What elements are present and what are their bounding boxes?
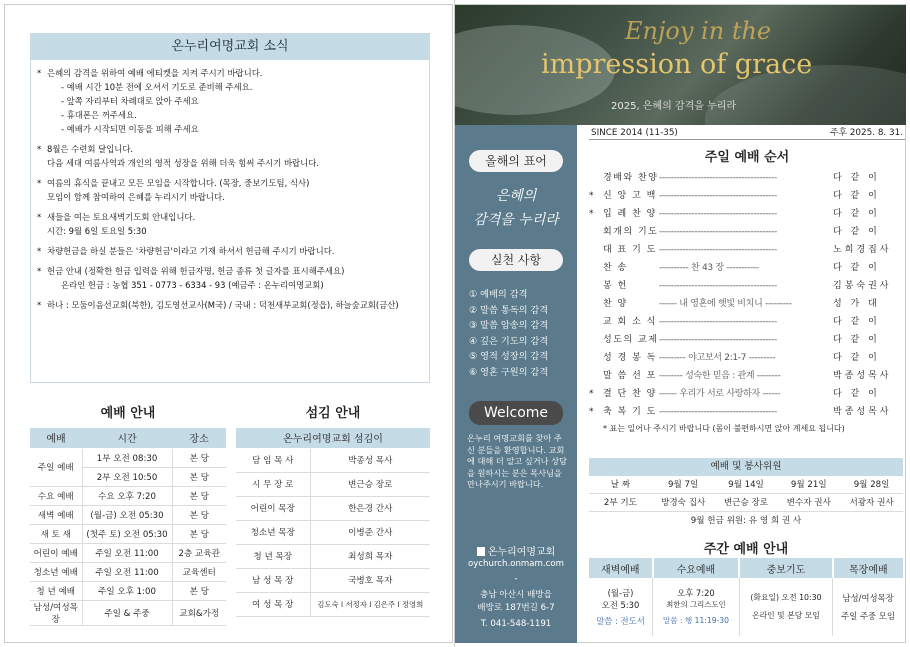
table-header-row xyxy=(236,428,430,448)
order-who: 다 같 이 xyxy=(833,191,880,201)
table-header: 장소 xyxy=(172,428,226,448)
bullet-star: * xyxy=(37,212,42,222)
bullet-star: * xyxy=(37,178,42,188)
offering-note: 9월 헌금 위원: 유 영 희 권 사 xyxy=(690,516,802,526)
practice-label: 실천 사항 xyxy=(469,249,563,271)
table-cell: 주일 오전 11:00 xyxy=(82,543,172,562)
news-sub: 모임이 함께 참여하여 은혜를 누리시기 바랍니다. xyxy=(47,192,225,202)
order-row xyxy=(589,223,905,241)
news-item: * 8월은 수련회 달입니다. 다음 세대 여름사역과 개인의 영적 성장을 위해 더욱 힘써 주시기 바랍니다. xyxy=(37,142,423,170)
order-row xyxy=(589,385,905,403)
news-sub: 시간: 9월 6일 토요일 5:30 xyxy=(47,226,147,236)
order-row xyxy=(589,331,905,349)
table-cell: 청소년 목장 xyxy=(236,520,310,544)
order-mid: ------ 내 영혼에 햇빛 비치니 --------- xyxy=(659,299,792,309)
table-cell: 주일 예배 xyxy=(30,448,82,486)
table-cell: 이병준 간사 xyxy=(310,520,430,544)
banner-subtitle: 2025, 은혜의 감격을 누리라 xyxy=(611,101,737,112)
bullet-star: * xyxy=(37,300,42,310)
bullet-star: * xyxy=(37,144,42,154)
table-cell: 최성희 목자 xyxy=(310,544,430,568)
order-who: 다 같 이 xyxy=(833,335,880,345)
order-who: 다 같 이 xyxy=(833,353,880,363)
order-star: * xyxy=(589,209,594,219)
table-row xyxy=(30,581,226,600)
address-line2: 배방로 187번길 6-7 xyxy=(477,603,555,613)
table-cell: 9월 7일 xyxy=(668,480,699,490)
table-cell: 새벽 예배 xyxy=(30,505,82,524)
table-row xyxy=(30,486,226,505)
order-star: * xyxy=(589,407,594,417)
order-item: 봉 헌 xyxy=(603,281,628,291)
table-cell: 한은경 간사 xyxy=(310,496,430,520)
table-row xyxy=(30,524,226,543)
header-banner xyxy=(455,5,906,125)
table-header-row xyxy=(589,558,903,578)
table-cell: 본 당 xyxy=(172,505,226,524)
table-cell: 9월 14일 xyxy=(728,480,764,490)
practice-item: ⑥ 영혼 구원의 감격 xyxy=(469,366,549,378)
table-cell: 청소년 예배 xyxy=(30,562,82,581)
table-cell: (화요일) 오전 10:30 온라인 및 본당 모임 xyxy=(739,578,832,636)
order-mid: --------- 야고보서 2:1-7 --------- xyxy=(659,353,776,363)
order-item: 대 표 기 도 xyxy=(603,245,657,255)
table-row xyxy=(236,472,430,496)
table-row xyxy=(236,520,430,544)
table-cell: (첫주 토) 오전 05:30 xyxy=(82,524,172,543)
table-row xyxy=(236,568,430,592)
news-sub: - 앞쪽 자리부터 차례대로 앉아 주세요 xyxy=(61,96,199,106)
order-who: 박종성목사 xyxy=(833,407,892,417)
table-cell: 변근승 장로 xyxy=(310,472,430,496)
table-cell: 변수자 권사 xyxy=(786,498,831,508)
order-who: 김봉숙권사 xyxy=(833,281,892,291)
practice-item: ① 예배의 감격 xyxy=(469,289,528,300)
divider-dash: - xyxy=(514,574,518,584)
order-row xyxy=(589,241,905,259)
service-guide-title: 예배 안내 xyxy=(100,406,156,421)
news-sub: 다음 세대 여름사역과 개인의 영적 성장을 위해 더욱 힘써 주시기 바랍니다. xyxy=(47,158,319,168)
table-cell: 어린이 목장 xyxy=(236,496,310,520)
news-title: 온누리여명교회 소식 xyxy=(31,34,429,60)
news-item: * 새들을 여는 토요새벽기도회 안내입니다. 시간: 9월 6일 토요일 5:30 xyxy=(37,210,423,238)
table-row xyxy=(30,505,226,524)
table-cell: 주일 오전 11:00 xyxy=(82,562,172,581)
table-cell: 방경숙 집사 xyxy=(661,498,706,508)
standing-note: * 표는 일어나 주시기 바랍니다 (몸이 불편하시면 앉아 계세요 됩니다) xyxy=(603,424,845,433)
order-mid: ---------------------------------------- xyxy=(659,173,777,183)
website: oychurch.onmam.com xyxy=(467,559,564,569)
order-row xyxy=(589,367,905,385)
address-line1: 충남 아산시 배방읍 xyxy=(480,590,552,600)
sidebar xyxy=(455,125,577,643)
news-item: * 헌금 안내 (정확한 헌금 입력을 위해 헌금자명, 헌금 종류 첫 글자를 표시해주세요) 온라인 헌금 : 농협 351 - 0773 - 6334 - 93 (예금주 : 온누리여명교회) xyxy=(37,264,423,292)
table-row xyxy=(236,448,430,472)
order-who: 성 가 대 xyxy=(833,299,880,309)
table-cell: 오후 7:20 최한의 그리스도인 말씀 : 행 11:19-30 xyxy=(653,578,740,636)
order-mid: ---------------------------------------- xyxy=(659,209,777,219)
table-header: 시간 xyxy=(82,428,172,448)
staff-title: 섬김 안내 xyxy=(305,406,361,421)
table-header: 목장예배 xyxy=(833,558,903,578)
table-row xyxy=(236,592,430,616)
motto-line2: 감격을 누리라 xyxy=(473,212,559,228)
table-header: 중보기도 xyxy=(739,558,832,578)
order-row xyxy=(589,169,905,187)
order-row xyxy=(589,277,905,295)
order-mid: ---------------------------------------- xyxy=(659,407,777,417)
order-mid: ---------------------------------------- xyxy=(659,245,777,255)
order-who: 다 같 이 xyxy=(833,173,880,183)
table-row xyxy=(30,448,226,467)
table-cell: 남성/여성목장 xyxy=(30,600,82,625)
practice-item: ③ 말씀 암송의 감격 xyxy=(469,320,549,331)
order-who: 다 같 이 xyxy=(833,263,880,273)
table-cell: 교육센터 xyxy=(172,562,226,581)
table-cell: 날 짜 xyxy=(610,480,631,490)
volunteers-row xyxy=(589,494,903,512)
order-item: 신 앙 고 백 xyxy=(603,191,657,201)
order-mid: ---------------------------------------- xyxy=(659,335,777,345)
table-row xyxy=(589,578,903,636)
table-cell: 교회&가정 xyxy=(172,600,226,625)
table-header: 수요예배 xyxy=(653,558,740,578)
table-cell: 9월 21일 xyxy=(790,480,827,490)
table-row xyxy=(30,543,226,562)
table-cell: 9월 28일 xyxy=(853,480,890,490)
order-list xyxy=(589,169,905,421)
table-row xyxy=(236,496,430,520)
table-cell: 여 성 목 장 xyxy=(236,592,310,616)
volunteers-title: 예배 및 봉사위원 xyxy=(589,458,903,476)
order-item: 입 례 찬 양 xyxy=(603,209,657,219)
order-who: 노희경집사 xyxy=(833,245,892,255)
table-cell: 본 당 xyxy=(172,486,226,505)
table-cell: 새 토 새 xyxy=(30,524,82,543)
issue-line xyxy=(589,126,905,140)
news-item: * 은혜의 감격을 위하여 예배 에티켓을 지켜 주시기 바랍니다. - 예배 시간 10분 전에 오셔서 기도로 준비해 주세요. - 앞쪽 자리부터 차례대로 앉아 주세요 - 휴대폰은 꺼주세요. - 예배가 시작되면 이동을 피해 주세요 xyxy=(37,66,423,136)
volunteers xyxy=(589,458,903,530)
order-star: * xyxy=(589,389,594,399)
table-cell: 주일 오후 1:00 xyxy=(82,581,172,600)
table-cell: 본 당 xyxy=(172,467,226,486)
practice-item: ② 말씀 통독의 감격 xyxy=(469,304,549,316)
motto-line1: 은혜의 xyxy=(495,188,537,204)
motto-label: 올해의 표어 xyxy=(469,150,563,172)
welcome-text: 온누리 여명교회를 찾아 주신 분들을 환영합니다. 교회에 대해 더 알고 싶거나 상담을 원하시는 분은 목사님을 만나주시기 바랍니다. xyxy=(467,433,568,489)
table-cell: 청 년 예배 xyxy=(30,581,82,600)
order-item: 찬 송 xyxy=(603,263,628,273)
order-who: 다 같 이 xyxy=(833,317,880,327)
table-cell: 청 년 목장 xyxy=(236,544,310,568)
practice-item: ④ 깊은 기도의 감격 xyxy=(469,335,549,347)
order-item: 찬 양 xyxy=(603,299,628,309)
bullet-star: * xyxy=(37,266,42,276)
order-item: 회개의 기도 xyxy=(603,227,659,237)
table-cell: 서광자 권사 xyxy=(849,498,894,508)
worship-title: 주일 예배 순서 xyxy=(704,150,790,165)
table-header-row xyxy=(30,428,226,448)
order-row xyxy=(589,187,905,205)
news-sub: 온라인 헌금 : 농협 351 - 0773 - 6334 - 93 (예금주 : 온누리여명교회) xyxy=(61,280,324,290)
phone: T. 041-548-1191 xyxy=(480,619,552,629)
order-mid: -------- 성숙한 믿음 : 관계 -------- xyxy=(659,371,781,381)
welcome-label: Welcome xyxy=(469,401,563,425)
table-cell: 본 당 xyxy=(172,581,226,600)
order-row xyxy=(589,295,905,313)
volunteers-header-row xyxy=(589,476,903,494)
news-item: * 여름의 휴식을 끝내고 모든 모임을 시작합니다. (목장, 중보기도팀, 식사) 모임이 함께 참여하여 은혜를 누리시기 바랍니다. xyxy=(37,176,423,204)
practice-item: ⑤ 영적 성장의 감격 xyxy=(469,351,549,362)
order-mid: ---------------------------------------- xyxy=(659,191,777,201)
table-cell: 본 당 xyxy=(172,448,226,467)
weekly-table xyxy=(589,558,903,636)
service-guide-table xyxy=(30,428,226,626)
table-header: 예배 xyxy=(30,428,82,448)
since-text: SINCE 2014 (11-35) xyxy=(591,128,678,138)
table-row xyxy=(30,562,226,581)
church-name: 온누리여명교회 xyxy=(455,543,577,558)
table-cell: 시 무 장 로 xyxy=(236,472,310,496)
news-item: * 차량헌금을 하실 분들은 '차량헌금'이라고 기재 하셔서 헌금해 주시기 바랍니다. xyxy=(37,246,335,256)
table-cell: (월-금) 오전 5:30 말씀 : 전도서 xyxy=(589,578,653,636)
table-cell: (월-금) 오전 05:30 xyxy=(82,505,172,524)
worship-order xyxy=(589,126,905,434)
order-row xyxy=(589,205,905,223)
practice-list xyxy=(469,287,548,380)
order-item: 결 단 찬 양 xyxy=(603,389,657,399)
bullet-star: * xyxy=(37,246,42,256)
table-cell: 수요 예배 xyxy=(30,486,82,505)
table-cell: 김도숙 l 서정자 l 김은주 l 정영희 xyxy=(310,592,430,616)
order-mid: ---------------------------------------- xyxy=(659,227,777,237)
right-page xyxy=(455,0,910,647)
table-cell: 담 임 목 사 xyxy=(236,448,310,472)
order-row xyxy=(589,403,905,421)
weekly-title: 주간 예배 안내 xyxy=(703,542,789,557)
order-item: 경배와 찬양 xyxy=(603,173,659,183)
order-mid: ------ 우리가 서로 사랑하자 ------ xyxy=(659,389,781,399)
order-who: 다 같 이 xyxy=(833,227,880,237)
table-cell: 박종성 목사 xyxy=(310,448,430,472)
news-sub: - 예배가 시작되면 이동을 피해 주세요 xyxy=(61,124,199,134)
table-cell: 수요 오후 7:20 xyxy=(82,486,172,505)
table-cell: 2부 오전 10:50 xyxy=(82,467,172,486)
news-box xyxy=(30,33,430,383)
order-item: 말 씀 선 포 xyxy=(603,371,657,381)
table-header: 온누리여명교회 섬김이 xyxy=(236,428,430,448)
table-cell: 2층 교육관 xyxy=(172,543,226,562)
news-sub: - 휴대폰은 꺼주세요. xyxy=(61,110,137,120)
table-row xyxy=(236,544,430,568)
news-sub: - 예배 시간 10분 전에 오셔서 기도로 준비해 주세요. xyxy=(61,82,253,92)
order-mid: ---------------------------------------- xyxy=(659,317,777,327)
table-cell: 어린이 예배 xyxy=(30,543,82,562)
bullet-star: * xyxy=(37,68,42,78)
table-header: 새벽예배 xyxy=(589,558,653,578)
order-item: 축 복 기 도 xyxy=(603,407,657,417)
order-star: * xyxy=(589,191,594,201)
order-who: 박종성목사 xyxy=(833,371,892,381)
table-cell: 주일 & 주중 xyxy=(82,600,172,625)
order-row xyxy=(589,313,905,331)
order-mid: ---------- 찬 43 장 ----------- xyxy=(659,263,759,273)
table-cell: 1부 오전 08:30 xyxy=(82,448,172,467)
order-who: 다 같 이 xyxy=(833,209,880,219)
banner-headline: impression of grace xyxy=(541,49,813,80)
table-cell: 변근승 장로 xyxy=(723,498,769,508)
news-item: * 하나 : 모둠이음선교회(북한), 김도영선교사(M국) / 국내 : 덕천새부교회(정읍), 하늘숲교회(금산) xyxy=(37,300,399,310)
order-mid: ---------------------------------------- xyxy=(659,281,777,291)
table-cell: 남성/여성목장 주일 주중 모임 xyxy=(841,593,895,621)
order-row xyxy=(589,259,905,277)
table-cell: 남 성 목 장 xyxy=(236,568,310,592)
banner-script: Enjoy in the xyxy=(625,17,772,45)
table-cell: 본 당 xyxy=(172,524,226,543)
order-item: 성도의 교제 xyxy=(603,335,659,345)
order-item: 성 경 봉 독 xyxy=(603,353,657,363)
issue-date: 주후 2025. 8. 31. xyxy=(830,128,903,138)
table-row xyxy=(30,600,226,625)
table-cell: 국병호 목자 xyxy=(310,568,430,592)
order-row xyxy=(589,349,905,367)
order-who: 다 같 이 xyxy=(833,389,880,399)
church-logo-icon xyxy=(477,547,485,556)
table-cell: 2부 기도 xyxy=(603,498,637,508)
news-list xyxy=(31,60,429,312)
order-item: 교 회 소 식 xyxy=(603,317,657,327)
staff-table xyxy=(236,428,430,617)
